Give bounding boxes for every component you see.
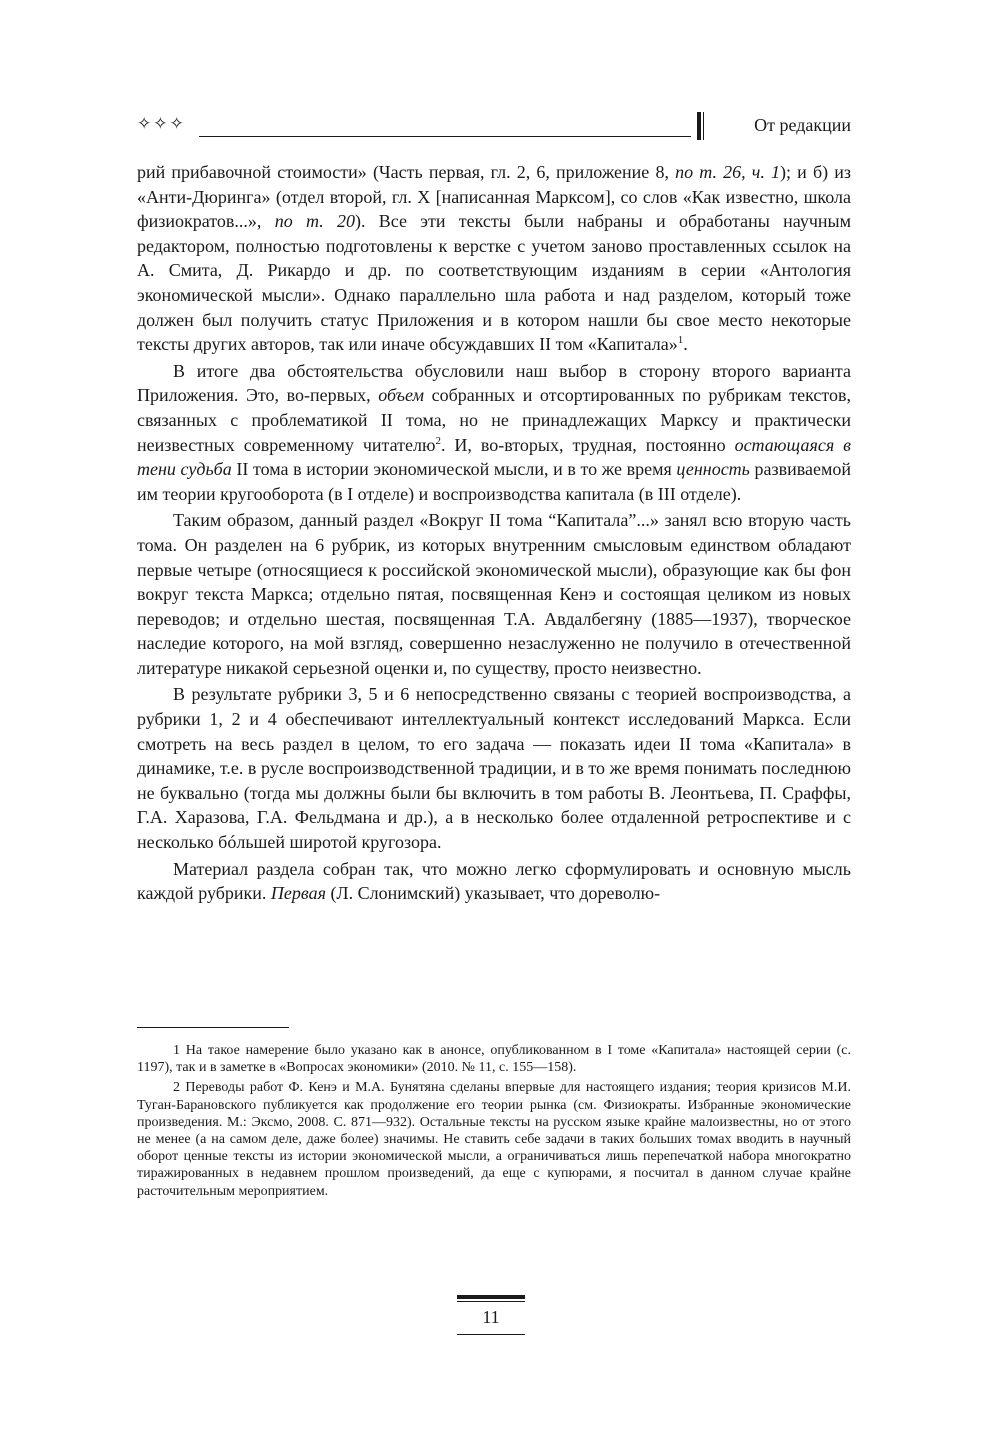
header-divider-mark bbox=[697, 112, 705, 140]
footnote-marker-2: 2 bbox=[435, 434, 441, 447]
header-ornament: ✧✧✧ bbox=[137, 114, 186, 134]
page-number: 11 bbox=[482, 1307, 500, 1327]
reference-volume-26: по т. 26, ч. 1 bbox=[675, 162, 781, 182]
paragraph-4: В результате рубрики 3, 5 и 6 непосредственно связаны с теорией воспроизводства, а рубрики 1, 2 и 4 обеспечивают интеллектуальный контекст исследований Маркса. Если смотреть на весь раздел в целом, то его задача — показать идеи II тома «Капитала» в динамике, т.е. в русле воспроизводственной традиции, и в то же время понимать последнюю не буквально (тогда мы должны были бы включить в том работы В. Леонтьева, П. Сраффы, Г.А. Харазова, Г.А. Фельдмана и др.), а в несколько более отдаленной ретроспективе и с несколько бóльшей широтой кругозора. bbox=[137, 684, 851, 853]
footnote-separator bbox=[137, 1027, 289, 1028]
header-rule bbox=[199, 136, 691, 137]
paragraph-2: В итоге два обстоятельства обусловили наш выбор в сторону второго варианта Приложения. Это, во-первых, объем собранных и отсортированных по рубрикам текстов, связанных с проблематикой II тома, но не принадлежащих Марксу и практически неизвестных современному читателю$^2$. И, во-вторых, трудная, постоянно остающаяся в тени судьба II тома в истории экономической мысли, и в то же время ценность развиваемой им теории кругооборота (в I отделе) и воспроизводства капитала (в III отделе). bbox=[137, 360, 852, 504]
header-section-title: От редакции bbox=[754, 115, 851, 135]
main-text bbox=[137, 160, 851, 906]
footnotes bbox=[137, 1042, 851, 1203]
page-number-block bbox=[457, 1295, 525, 1339]
footnote-2: 2 Переводы работ Ф. Кенэ и М.А. Бунятяна сделаны впервые для настоящего издания; теория кризисов М.И. Туган-Барановского публикуется как продолжение его теории рынка (см. Физиократы. Избранные экономические произведения. М.: Эксмо, 2008. С. 871—932). Остальные тексты на русском языке крайне малоизвестны, но от этого не менее (а на самом деле, даже более) значимы. Не ставить себе задачи в таких больших томах вводить в научный оборот ценные тексты из истории экономической мысли, а ограничиваться лишь перепечаткой набора многократно тиражированных в недавнем прошлом произведений, да еще с купюрами, я посчитал в данном случае крайне расточительным мероприятием. bbox=[137, 1080, 851, 1199]
paragraph-5: Материал раздела собран так, что можно легко сформулировать и основную мысль каждой рубрики. Первая (Л. Слонимский) указывает, что дореволю- bbox=[137, 858, 851, 904]
footnote-marker-1: 1 bbox=[677, 334, 684, 347]
footnote-1: 1 На такое намерение было указано как в анонсе, опубликованном в I томе «Капитала» настоящей серии (с. 1197), так и в заметке в «Вопросах экономики» (2010. № 11, с. 155—158). bbox=[137, 1043, 851, 1076]
reference-volume-20: по т. 20 bbox=[274, 211, 355, 232]
paragraph-1: рий прибавочной стоимости» (Часть первая, гл. 2, 6, приложение 8, по т. 26, ч. 1); и б) из «Анти-Дюринга» (отдел второй, гл. X [написанная Марксом], со слов «Как известно, школа физиократов...», по т. 20). Все эти тексты были набраны и обработаны научным редактором, полностью подготовлены к верстке с учетом заново проставленных ссылок на А. Смита, Д. Рикардо и др. по соответствующим изданиям в серии «Антология экономической мысли». Однако параллельно шла работа и над разделом, который тоже должен был получить статус Приложения и в котором нашли бы свое место некоторые тексты других авторов, так или иначе обсуждавших II том «Капитала»$^1$. bbox=[137, 162, 852, 355]
running-header bbox=[137, 112, 851, 142]
paragraph-3: Таким образом, данный раздел «Вокруг II тома “Капитала”...» занял всю вторую часть тома. Он разделен на 6 рубрик, из которых внутренним смысловым единством обладают первые четыре (относящиеся к российской экономической мысли), образующие как бы фон вокруг текста Маркса; отдельно пятая, посвященная Кенэ и состоящая целиком из новых переводов; и отдельно шестая, посвященная Т.А. Авдалбегяну (1885—1937), творческое наследие которого, на мой взгляд, совершенно незаслуженно не получило в отечественной литературе никакой серьезной оценки и, по существу, просто неизвестно. bbox=[137, 510, 851, 678]
